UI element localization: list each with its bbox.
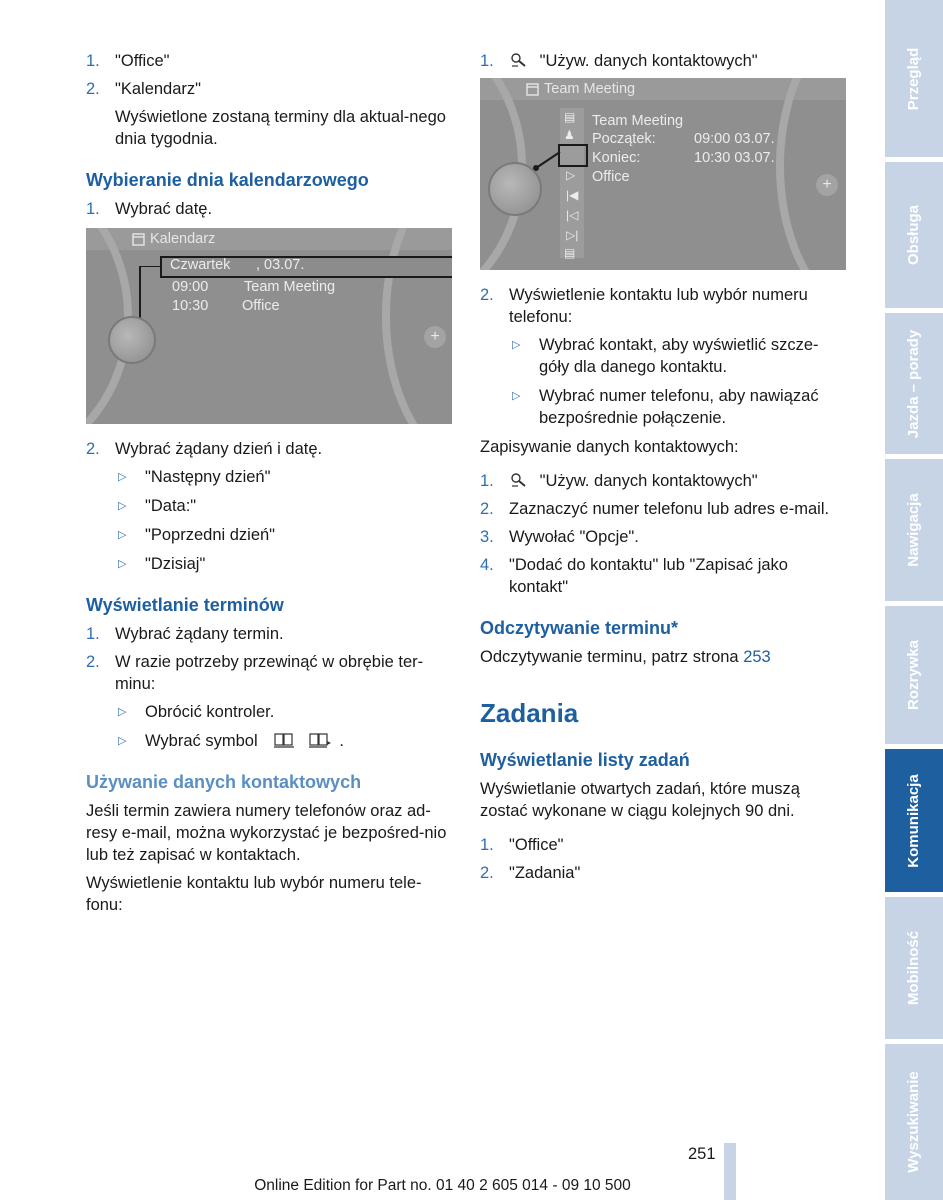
sub-item-text: Obrócić kontroler. <box>145 703 275 721</box>
book-icon: ▤ <box>564 246 576 260</box>
step-text: "Używ. danych kontaktowych" <box>539 472 758 490</box>
step-number: 2. <box>86 80 100 98</box>
list-item <box>480 50 846 72</box>
tab-label: Mobilność <box>905 930 922 1006</box>
plus-icon: + <box>816 174 838 196</box>
list-item <box>480 284 846 328</box>
sub-item-end: . <box>339 732 344 750</box>
section-heading: Wyświetlanie listy zadań <box>480 750 690 770</box>
callout-line <box>532 150 566 172</box>
list-item <box>480 498 846 520</box>
triangle-bullet-icon: ▷ <box>118 558 127 570</box>
step-number: 2. <box>86 653 100 671</box>
sub-item-text: Wybrać symbol <box>145 732 258 750</box>
step-number: 2. <box>480 864 494 882</box>
sub-item-text: "Następny dzień" <box>145 468 271 486</box>
step-number: 3. <box>480 528 494 546</box>
triangle-bullet-icon: ▷ <box>512 390 521 402</box>
contact-data-icon <box>509 472 529 488</box>
event-title: Team Meeting <box>244 279 336 295</box>
section-heading: Wybieranie dnia kalendarzowego <box>86 170 369 190</box>
start-value: 09:00 03.07. <box>694 131 775 147</box>
tab-label: Przegląd <box>905 47 922 110</box>
book-icon <box>274 732 294 748</box>
paragraph: Wyświetlanie otwartych zadań, które muszą zostać wykonane w ciągu kolejnych 90 dni. <box>480 780 800 820</box>
step-text: Zaznaczyć numer telefonu lub adres e-mail. <box>509 500 830 518</box>
tab-label: Nawigacja <box>905 493 922 567</box>
location-value: Office <box>592 169 630 185</box>
step-text: W razie potrzeby przewinąć w obrębie ter-minu: <box>115 653 424 693</box>
paragraph <box>480 646 846 668</box>
controller-knob <box>488 162 542 216</box>
right-column <box>480 50 846 890</box>
step-text: "Kalendarz" <box>115 80 202 98</box>
list-item <box>86 198 452 220</box>
appointment-screen-image <box>480 78 846 270</box>
list-item <box>480 834 846 856</box>
event-time: 10:30 <box>172 298 209 314</box>
triangle-bullet-icon: ▷ <box>118 471 127 483</box>
screen-title: Team Meeting <box>544 81 636 97</box>
sub-item <box>86 524 452 546</box>
event-title: Office <box>242 298 280 314</box>
calendar-icon <box>526 82 540 96</box>
sub-item <box>86 495 452 517</box>
tab-wyszukiwanie[interactable] <box>885 1044 943 1200</box>
footer-text: Online Edition for Part no. 01 40 2 605 014 - 09 10 500 <box>254 1177 631 1194</box>
sub-item <box>86 466 452 488</box>
note-text: Wyświetlone zostaną terminy dla aktual-nego dnia tygodnia. <box>115 108 446 148</box>
appointment-title: Team Meeting <box>592 113 684 129</box>
step-text: "Dodać do kontaktu" lub "Zapisać jako kontakt" <box>509 556 788 596</box>
person-icon: ♟ <box>564 128 575 142</box>
sub-item-text: "Data:" <box>145 497 197 515</box>
list-item <box>86 651 452 695</box>
triangle-bullet-icon: ▷ <box>118 706 127 718</box>
sub-item <box>480 385 846 429</box>
sub-item <box>480 334 846 378</box>
tab-rozrywka[interactable] <box>885 606 943 744</box>
skip-back-icon: |◀ <box>566 188 579 202</box>
step-number: 2. <box>480 500 494 518</box>
sub-item <box>86 553 452 575</box>
page-number: 251 <box>688 1145 716 1163</box>
tab-przeglad[interactable] <box>885 0 943 157</box>
triangle-bullet-icon: ▷ <box>118 500 127 512</box>
sub-item-text: Wybrać numer telefonu, aby nawiązać bezpośrednie połączenie. <box>539 387 819 427</box>
tab-komunikacja[interactable] <box>885 749 943 892</box>
triangle-bullet-icon: ▷ <box>118 735 127 747</box>
step-text: "Używ. danych kontaktowych" <box>539 52 758 70</box>
tab-jazda-porady[interactable] <box>885 313 943 454</box>
paragraph: Zapisywanie danych kontaktowych: <box>480 438 739 456</box>
page-link[interactable]: 253 <box>743 648 771 666</box>
skip-back-icon: |◁ <box>566 208 579 222</box>
book-next-icon <box>309 732 331 748</box>
paragraph: Wyświetlenie kontaktu lub wybór numeru tele-fonu: <box>86 874 422 914</box>
tab-label: Wyszukiwanie <box>905 1071 922 1173</box>
step-number: 1. <box>480 52 494 70</box>
start-label: Początek: <box>592 131 656 147</box>
tab-label: Jazda – porady <box>905 329 922 438</box>
sub-item-text: "Dzisiaj" <box>145 555 206 573</box>
contact-data-icon <box>509 52 529 68</box>
sub-item <box>86 730 452 752</box>
screen-title: Kalendarz <box>150 231 216 247</box>
list-item <box>480 526 846 548</box>
end-value: 10:30 03.07. <box>694 150 775 166</box>
plus-icon: + <box>424 326 446 348</box>
tab-label: Obsługa <box>905 204 922 266</box>
controller-knob <box>108 316 156 364</box>
section-heading: Odczytywanie terminu* <box>480 618 679 638</box>
event-time: 09:00 <box>172 279 209 295</box>
step-number: 1. <box>86 625 100 643</box>
tab-label: Rozrywka <box>905 639 922 711</box>
sub-item-text: Wybrać kontakt, aby wyświetlić szcze-góły dla danego kontaktu. <box>539 336 819 376</box>
list-item <box>86 78 452 100</box>
list-item <box>480 470 846 492</box>
triangle-bullet-icon: ▷ <box>512 339 521 351</box>
day-label: Czwartek <box>170 257 231 273</box>
step-text: Wyświetlenie kontaktu lub wybór numeru telefonu: <box>509 286 808 326</box>
section-heading: Używanie danych kontaktowych <box>86 772 362 792</box>
step-text: "Office" <box>115 52 170 70</box>
scroll-arc <box>776 78 846 270</box>
step-text: "Zadania" <box>509 864 581 882</box>
section-heading: Wyświetlanie terminów <box>86 595 284 615</box>
end-label: Koniec: <box>592 150 641 166</box>
tab-mobilnosc[interactable] <box>885 897 943 1039</box>
paragraph: Jeśli termin zawiera numery telefonów oraz ad-resy e-mail, można wykorzystać je bezpośred-nio lub też zapisać w kontaktach. <box>86 802 447 864</box>
step-number: 2. <box>480 286 494 304</box>
step-number: 2. <box>86 440 100 458</box>
step-text: Wybrać żądany termin. <box>115 625 284 643</box>
step-number: 1. <box>480 836 494 854</box>
step-text: Wybrać żądany dzień i datę. <box>115 440 323 458</box>
sub-item-text: "Poprzedni dzień" <box>145 526 276 544</box>
tab-label: Komunikacja <box>905 773 922 868</box>
info-icon: ▤ <box>564 110 576 124</box>
list-item <box>86 438 452 460</box>
play-icon: ▷ <box>566 168 576 182</box>
sub-item <box>86 701 452 723</box>
step-number: 1. <box>86 52 100 70</box>
list-item <box>86 623 452 645</box>
skip-forward-icon: ▷| <box>566 228 579 242</box>
paragraph-text: Odczytywanie terminu, patrz strona <box>480 648 739 666</box>
step-number: 1. <box>86 200 100 218</box>
list-item <box>86 50 452 72</box>
list-item <box>480 554 846 598</box>
chapter-heading: Zadania <box>480 698 579 728</box>
step-number: 1. <box>480 472 494 490</box>
left-column <box>86 50 452 922</box>
tab-obsluga[interactable] <box>885 162 943 308</box>
triangle-bullet-icon: ▷ <box>118 529 127 541</box>
step-number: 4. <box>480 556 494 574</box>
tab-nawigacja[interactable] <box>885 459 943 601</box>
calendar-icon <box>132 232 146 246</box>
step-text: Wybrać datę. <box>115 200 213 218</box>
list-item <box>480 862 846 884</box>
date-label: , 03.07. <box>256 257 305 273</box>
step-text: "Office" <box>509 836 564 854</box>
calendar-screen-image <box>86 228 452 424</box>
step-text: Wywołać "Opcje". <box>509 528 639 546</box>
